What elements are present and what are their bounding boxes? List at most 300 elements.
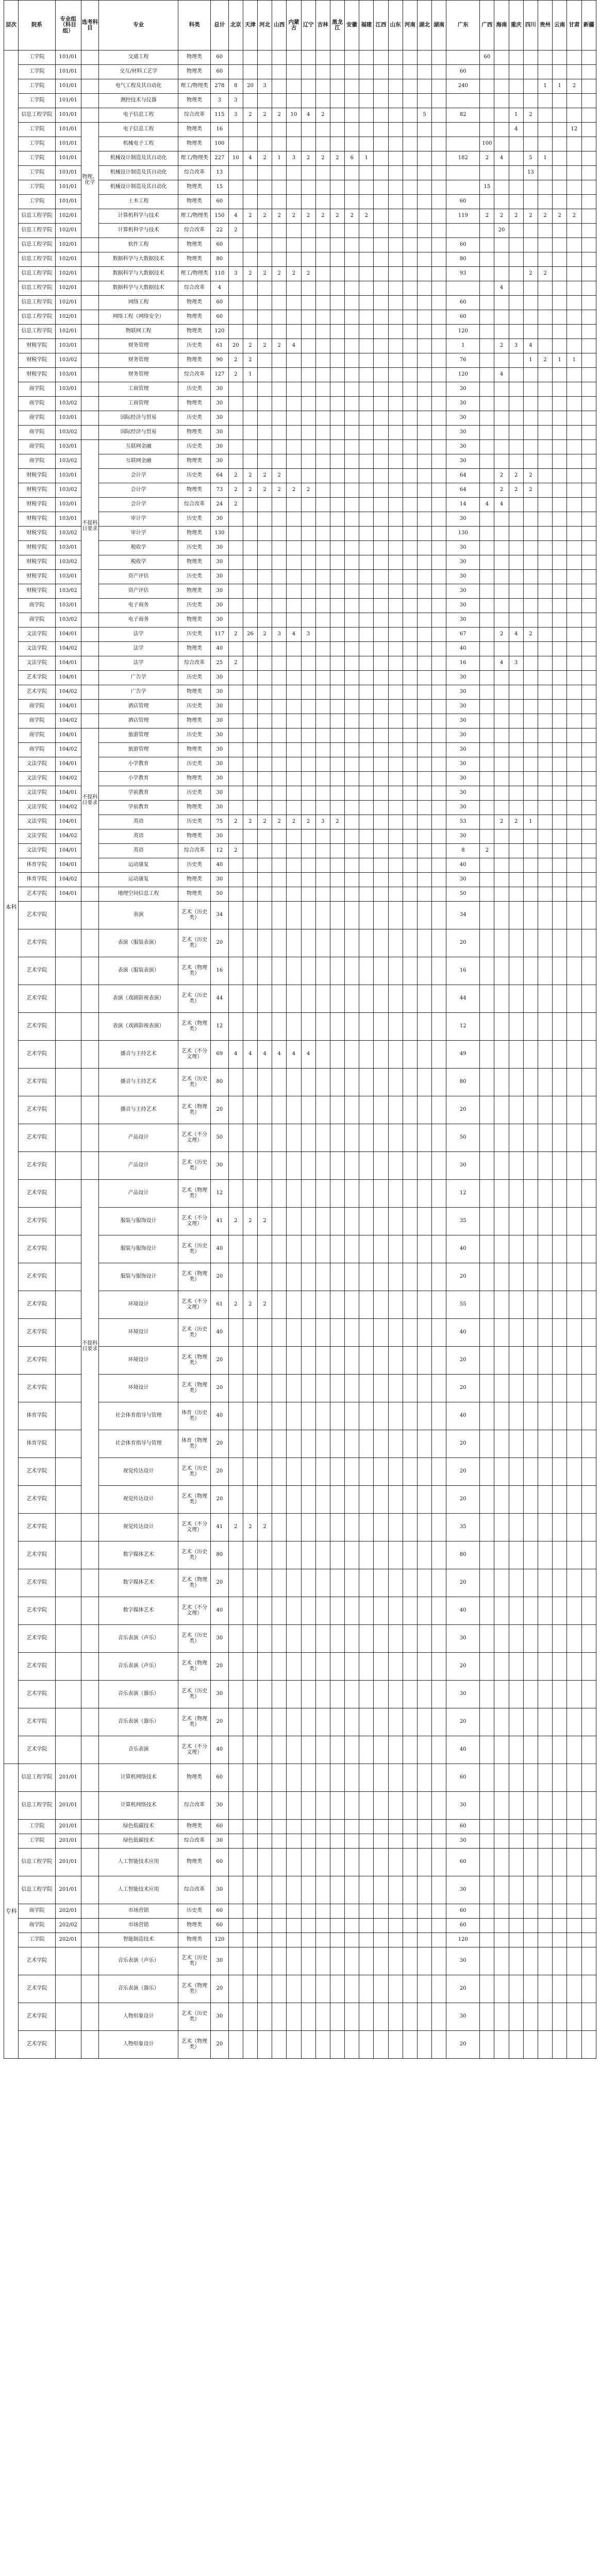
count-cell xyxy=(374,469,388,483)
count-cell xyxy=(553,1849,567,1876)
count-cell xyxy=(272,570,287,584)
count-cell xyxy=(388,79,403,94)
count-cell: 12 xyxy=(211,844,229,858)
subject-requirement-cell xyxy=(81,887,99,902)
count-cell xyxy=(403,772,417,786)
count-cell xyxy=(243,1347,257,1375)
count-cell xyxy=(567,426,581,440)
count-cell xyxy=(509,1013,523,1041)
count-cell xyxy=(553,1625,567,1653)
count-cell xyxy=(538,628,552,642)
school-cell: 财税学院 xyxy=(19,584,56,599)
major-cell: 智能制造技术 xyxy=(99,1933,178,1947)
count-cell xyxy=(538,1458,552,1486)
type-cell: 艺术（历史类） xyxy=(178,902,211,929)
count-cell xyxy=(432,1764,446,1792)
count-cell xyxy=(581,353,596,368)
count-cell xyxy=(417,224,431,238)
count-cell xyxy=(538,397,552,411)
group-cell: 101/01 xyxy=(55,79,81,94)
header-cell: 内蒙古 xyxy=(287,1,301,50)
count-cell xyxy=(417,873,431,887)
count-cell xyxy=(228,1458,243,1486)
count-cell xyxy=(417,483,431,498)
count-cell xyxy=(538,238,552,252)
group-cell xyxy=(55,1124,81,1152)
count-cell xyxy=(228,195,243,209)
count-cell xyxy=(538,613,552,628)
count-cell xyxy=(330,1792,344,1820)
count-cell xyxy=(330,541,344,555)
school-cell: 艺术学院 xyxy=(19,1013,56,1041)
count-cell: 20 xyxy=(211,1096,229,1124)
count-cell: 20 xyxy=(211,1347,229,1375)
count-cell xyxy=(359,195,374,209)
count-cell xyxy=(432,873,446,887)
count-cell xyxy=(581,224,596,238)
header-cell: 天津 xyxy=(243,1,257,50)
school-cell: 文法学院 xyxy=(19,642,56,656)
count-cell xyxy=(287,1820,301,1834)
count-cell xyxy=(301,2031,315,2059)
count-cell: 127 xyxy=(211,368,229,382)
header-cell: 广西 xyxy=(480,1,494,50)
count-cell xyxy=(243,1625,257,1653)
count-cell xyxy=(330,1013,344,1041)
count-cell xyxy=(538,555,552,570)
count-cell xyxy=(388,195,403,209)
count-cell xyxy=(403,440,417,454)
count-cell xyxy=(359,224,374,238)
count-cell xyxy=(388,2031,403,2059)
count-cell xyxy=(359,1235,374,1263)
count-cell xyxy=(494,1152,509,1180)
count-cell xyxy=(553,613,567,628)
group-cell: 103/02 xyxy=(55,397,81,411)
count-cell xyxy=(258,1625,272,1653)
count-cell xyxy=(403,728,417,743)
count-cell xyxy=(567,382,581,397)
count-cell: 2 xyxy=(509,469,523,483)
count-cell xyxy=(553,498,567,512)
count-cell xyxy=(509,252,523,267)
count-cell xyxy=(480,685,494,700)
count-cell xyxy=(345,108,359,123)
count-cell xyxy=(330,325,344,339)
count-cell xyxy=(523,1876,538,1904)
count-cell xyxy=(374,296,388,310)
count-cell xyxy=(272,555,287,570)
count-cell xyxy=(480,1347,494,1375)
school-cell: 艺术学院 xyxy=(19,685,56,700)
major-cell: 互联网金融 xyxy=(99,440,178,454)
major-cell: 数字媒体艺术 xyxy=(99,1541,178,1569)
count-cell xyxy=(538,512,552,527)
count-cell xyxy=(330,411,344,426)
table-row xyxy=(4,267,596,281)
count-cell: 34 xyxy=(446,902,480,929)
table-row xyxy=(4,728,596,743)
count-cell: 15 xyxy=(211,180,229,195)
major-cell: 表演（戏剧影视表演） xyxy=(99,1013,178,1041)
count-cell xyxy=(480,1291,494,1319)
count-cell xyxy=(567,325,581,339)
count-cell xyxy=(287,1375,301,1402)
type-cell: 理工/物理类 xyxy=(178,79,211,94)
count-cell xyxy=(359,1849,374,1876)
count-cell xyxy=(330,224,344,238)
count-cell xyxy=(581,887,596,902)
major-cell: 运动康复 xyxy=(99,873,178,887)
count-cell xyxy=(494,296,509,310)
count-cell: 2 xyxy=(523,469,538,483)
count-cell xyxy=(538,815,552,829)
count-cell xyxy=(538,1291,552,1319)
count-cell xyxy=(243,613,257,628)
table-row xyxy=(4,873,596,887)
count-cell xyxy=(581,454,596,469)
count-cell xyxy=(432,195,446,209)
count-cell xyxy=(345,1834,359,1849)
count-cell xyxy=(301,50,315,65)
count-cell xyxy=(553,483,567,498)
count-cell xyxy=(480,296,494,310)
type-cell: 艺术（历史类） xyxy=(178,1319,211,1347)
count-cell xyxy=(494,584,509,599)
subject-requirement-cell xyxy=(81,671,99,685)
count-cell xyxy=(523,757,538,772)
count-cell xyxy=(272,873,287,887)
count-cell xyxy=(417,310,431,325)
count-cell xyxy=(417,656,431,671)
count-cell xyxy=(388,1124,403,1152)
type-cell: 综合改革 xyxy=(178,1792,211,1820)
count-cell: 30 xyxy=(446,700,480,714)
school-cell: 商学院 xyxy=(19,382,56,397)
count-cell xyxy=(417,411,431,426)
count-cell xyxy=(567,1375,581,1402)
school-cell: 文法学院 xyxy=(19,829,56,844)
group-cell xyxy=(55,2031,81,2059)
count-cell xyxy=(403,985,417,1013)
count-cell xyxy=(417,296,431,310)
count-cell xyxy=(509,599,523,613)
count-cell: 2 xyxy=(272,209,287,224)
count-cell xyxy=(581,1235,596,1263)
count-cell xyxy=(359,656,374,671)
type-cell: 综合改革 xyxy=(178,224,211,238)
count-cell xyxy=(272,757,287,772)
count-cell xyxy=(538,1263,552,1291)
count-cell xyxy=(509,985,523,1013)
count-cell: 30 xyxy=(446,397,480,411)
count-cell xyxy=(494,829,509,844)
count-cell xyxy=(553,108,567,123)
count-cell xyxy=(287,772,301,786)
count-cell xyxy=(567,541,581,555)
count-cell xyxy=(432,1876,446,1904)
count-cell: 2 xyxy=(509,483,523,498)
count-cell xyxy=(417,1708,431,1736)
count-cell xyxy=(509,1681,523,1708)
count-cell xyxy=(359,1041,374,1069)
count-cell xyxy=(403,137,417,151)
count-cell xyxy=(494,267,509,281)
count-cell xyxy=(287,1124,301,1152)
count-cell xyxy=(374,382,388,397)
count-cell xyxy=(388,411,403,426)
count-cell xyxy=(272,1681,287,1708)
count-cell xyxy=(243,642,257,656)
count-cell: 30 xyxy=(211,1681,229,1708)
count-cell xyxy=(345,296,359,310)
count-cell xyxy=(388,512,403,527)
count-cell xyxy=(374,714,388,728)
count-cell xyxy=(523,1458,538,1486)
count-cell xyxy=(553,1319,567,1347)
count-cell xyxy=(581,685,596,700)
count-cell xyxy=(538,786,552,801)
count-cell xyxy=(287,584,301,599)
count-cell xyxy=(301,1541,315,1569)
count-cell xyxy=(359,1820,374,1834)
count-cell xyxy=(417,1764,431,1792)
count-cell: 2 xyxy=(480,844,494,858)
type-cell: 物理类 xyxy=(178,887,211,902)
count-cell xyxy=(374,195,388,209)
count-cell xyxy=(359,1180,374,1208)
count-cell xyxy=(538,1096,552,1124)
count-cell xyxy=(523,858,538,873)
count-cell xyxy=(301,281,315,296)
count-cell xyxy=(567,570,581,584)
count-cell xyxy=(287,512,301,527)
count-cell xyxy=(359,368,374,382)
count-cell xyxy=(374,1820,388,1834)
count-cell xyxy=(315,1764,330,1792)
count-cell xyxy=(228,757,243,772)
count-cell xyxy=(330,512,344,527)
count-cell xyxy=(228,1834,243,1849)
count-cell xyxy=(272,613,287,628)
count-cell: 4 xyxy=(272,1041,287,1069)
count-cell xyxy=(228,411,243,426)
count-cell xyxy=(388,224,403,238)
count-cell xyxy=(403,1235,417,1263)
count-cell xyxy=(494,137,509,151)
group-cell: 103/02 xyxy=(55,584,81,599)
count-cell xyxy=(553,700,567,714)
count-cell: 3 xyxy=(258,79,272,94)
count-cell xyxy=(359,339,374,353)
header-cell: 河北 xyxy=(258,1,272,50)
group-cell xyxy=(55,1681,81,1708)
count-cell xyxy=(480,1849,494,1876)
count-cell xyxy=(523,599,538,613)
count-cell xyxy=(567,613,581,628)
count-cell xyxy=(509,1375,523,1402)
count-cell xyxy=(345,801,359,815)
major-cell: 地理空间信息工程 xyxy=(99,887,178,902)
count-cell xyxy=(287,1096,301,1124)
count-cell xyxy=(388,1375,403,1402)
count-cell xyxy=(553,440,567,454)
count-cell xyxy=(301,1124,315,1152)
count-cell xyxy=(480,310,494,325)
school-cell: 文法学院 xyxy=(19,656,56,671)
group-cell xyxy=(55,1486,81,1514)
count-cell xyxy=(301,1013,315,1041)
count-cell xyxy=(330,985,344,1013)
count-cell: 24 xyxy=(211,498,229,512)
count-cell xyxy=(581,1947,596,1975)
count-cell xyxy=(509,1069,523,1096)
count-cell xyxy=(287,985,301,1013)
count-cell xyxy=(553,397,567,411)
count-cell xyxy=(480,902,494,929)
count-cell xyxy=(432,1904,446,1919)
count-cell xyxy=(315,1291,330,1319)
count-cell xyxy=(345,512,359,527)
count-cell xyxy=(359,1933,374,1947)
count-cell xyxy=(403,829,417,844)
count-cell xyxy=(374,498,388,512)
count-cell xyxy=(228,685,243,700)
count-cell xyxy=(432,224,446,238)
count-cell: 30 xyxy=(211,512,229,527)
count-cell xyxy=(388,339,403,353)
count-cell xyxy=(581,50,596,65)
subject-requirement-cell xyxy=(81,382,99,397)
count-cell xyxy=(553,310,567,325)
count-cell: 30 xyxy=(446,613,480,628)
count-cell xyxy=(432,671,446,685)
count-cell xyxy=(480,1597,494,1625)
count-cell xyxy=(374,1375,388,1402)
count-cell: 4 xyxy=(509,123,523,137)
count-cell xyxy=(432,353,446,368)
major-cell: 物联网工程 xyxy=(99,325,178,339)
count-cell xyxy=(480,541,494,555)
count-cell xyxy=(480,1430,494,1458)
count-cell xyxy=(538,873,552,887)
count-cell xyxy=(509,613,523,628)
count-cell xyxy=(258,1947,272,1975)
count-cell xyxy=(287,1947,301,1975)
count-cell xyxy=(538,1319,552,1347)
school-cell: 艺术学院 xyxy=(19,1069,56,1096)
count-cell xyxy=(581,829,596,844)
count-cell: 100 xyxy=(211,137,229,151)
count-cell xyxy=(287,166,301,180)
count-cell xyxy=(243,757,257,772)
major-cell: 音乐表演（声乐） xyxy=(99,1625,178,1653)
count-cell xyxy=(417,1947,431,1975)
count-cell xyxy=(523,887,538,902)
type-cell: 物理类 xyxy=(178,454,211,469)
table-row xyxy=(4,985,596,1013)
count-cell xyxy=(432,382,446,397)
count-cell xyxy=(494,541,509,555)
count-cell xyxy=(374,829,388,844)
count-cell xyxy=(272,1625,287,1653)
count-cell xyxy=(480,1541,494,1569)
count-cell xyxy=(432,1013,446,1041)
count-cell xyxy=(480,873,494,887)
count-cell xyxy=(523,1569,538,1597)
table-row xyxy=(4,671,596,685)
count-cell: 1 xyxy=(243,368,257,382)
count-cell xyxy=(243,1681,257,1708)
count-cell xyxy=(417,815,431,829)
subject-requirement-cell xyxy=(81,1975,99,2003)
count-cell xyxy=(388,94,403,108)
count-cell xyxy=(403,613,417,628)
school-cell: 商学院 xyxy=(19,613,56,628)
school-cell: 艺术学院 xyxy=(19,1124,56,1152)
count-cell xyxy=(287,397,301,411)
count-cell: 60 xyxy=(446,1849,480,1876)
count-cell xyxy=(287,1458,301,1486)
count-cell xyxy=(243,180,257,195)
count-cell xyxy=(388,238,403,252)
count-cell xyxy=(228,1933,243,1947)
table-row xyxy=(4,252,596,267)
count-cell xyxy=(417,1041,431,1069)
school-cell: 艺术学院 xyxy=(19,985,56,1013)
type-cell: 综合改革 xyxy=(178,108,211,123)
count-cell xyxy=(509,1486,523,1514)
school-cell: 体育学院 xyxy=(19,873,56,887)
count-cell xyxy=(403,541,417,555)
count-cell xyxy=(359,1319,374,1347)
count-cell xyxy=(258,541,272,555)
type-cell: 艺术（物理类） xyxy=(178,1569,211,1597)
count-cell xyxy=(480,353,494,368)
count-cell xyxy=(494,252,509,267)
count-cell xyxy=(388,1820,403,1834)
count-cell xyxy=(315,671,330,685)
count-cell xyxy=(403,1541,417,1569)
count-cell xyxy=(538,426,552,440)
count-cell xyxy=(567,411,581,426)
count-cell xyxy=(228,238,243,252)
count-cell xyxy=(417,65,431,79)
count-cell: 1 xyxy=(272,151,287,166)
count-cell xyxy=(553,411,567,426)
count-cell xyxy=(417,700,431,714)
school-cell: 信息工程学院 xyxy=(19,296,56,310)
major-cell: 环境设计 xyxy=(99,1291,178,1319)
count-cell xyxy=(553,123,567,137)
count-cell: 2 xyxy=(258,1208,272,1235)
school-cell: 商学院 xyxy=(19,728,56,743)
header-cell: 福建 xyxy=(359,1,374,50)
count-cell xyxy=(523,512,538,527)
count-cell xyxy=(432,426,446,440)
major-cell: 人工智能技术应用 xyxy=(99,1849,178,1876)
count-cell: 76 xyxy=(446,353,480,368)
count-cell xyxy=(359,166,374,180)
school-cell: 艺术学院 xyxy=(19,1347,56,1375)
count-cell xyxy=(228,1597,243,1625)
count-cell xyxy=(581,628,596,642)
count-cell xyxy=(432,902,446,929)
count-cell xyxy=(432,1947,446,1975)
count-cell xyxy=(228,599,243,613)
table-row xyxy=(4,1975,596,2003)
count-cell xyxy=(581,209,596,224)
